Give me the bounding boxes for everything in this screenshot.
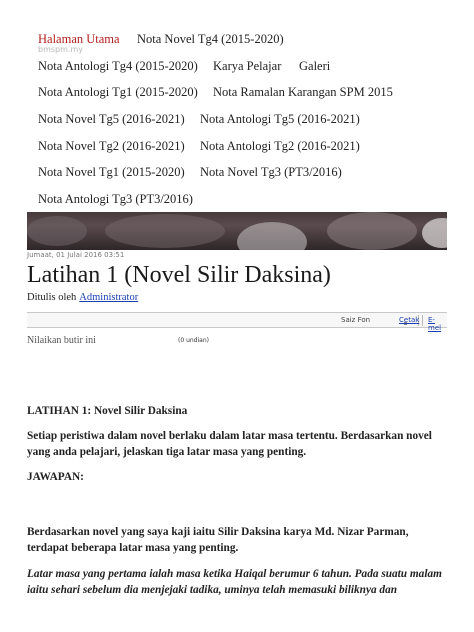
answer-intro: Berdasarkan novel yang saya kaji iaitu Silir Daksina karya Md. Nizar Parman, terdapat beberapa latar masa yang penting. [27, 526, 409, 554]
print-link[interactable]: Cetak [399, 316, 420, 324]
site-watermark: bmspm.my [38, 45, 83, 54]
nav-item-nota-novel-tg3[interactable]: Nota Novel Tg3 (PT3/2016) [200, 165, 342, 179]
top-navigation [0, 0, 474, 218]
banner-figure [237, 222, 307, 250]
banner-figure [105, 214, 225, 248]
nav-item-halaman-utama[interactable]: Halaman Utama [38, 32, 120, 46]
toolbar-divider [422, 315, 423, 326]
banner-figure [327, 212, 417, 250]
nav-item-nota-novel-tg5[interactable]: Nota Novel Tg5 (2016-2021) [38, 112, 185, 126]
nav-item-nota-novel-tg1[interactable]: Nota Novel Tg1 (2015-2020) [38, 165, 185, 179]
nav-item-galeri[interactable]: Galeri [299, 59, 331, 73]
nav-item-nota-antologi-tg2[interactable]: Nota Antologi Tg2 (2016-2021) [200, 139, 360, 153]
answer-point-1: Latar masa yang pertama ialah masa ketika Haiqal berumur 6 tahun. Pada suatu malam iaitu sehari sebelum dia menjejaki tadika, uminya telah memasuki biliknya dan [27, 568, 442, 596]
nav-item-nota-ramalan-karangan[interactable]: Nota Ramalan Karangan SPM 2015 [213, 85, 393, 99]
rating-count: (0 undian) [178, 337, 209, 344]
email-link[interactable]: E-mel [428, 316, 442, 332]
banner-figure [422, 218, 447, 248]
author-link[interactable]: Administrator [79, 292, 139, 303]
nav-item-nota-antologi-tg1[interactable]: Nota Antologi Tg1 (2015-2020) [38, 85, 198, 99]
header-banner-image [27, 212, 447, 250]
nav-item-nota-antologi-tg4[interactable]: Nota Antologi Tg4 (2015-2020) [38, 59, 198, 73]
rating-label: Nilaikan butir ini [27, 335, 96, 346]
nav-item-nota-novel-tg4[interactable]: Nota Novel Tg4 (2015-2020) [137, 32, 284, 46]
nav-item-nota-novel-tg2[interactable]: Nota Novel Tg2 (2016-2021) [38, 139, 185, 153]
nav-item-nota-antologi-tg5[interactable]: Nota Antologi Tg5 (2016-2021) [200, 112, 360, 126]
article-byline [27, 292, 138, 303]
article-toolbar [27, 312, 447, 332]
nav-item-karya-pelajar[interactable]: Karya Pelajar [213, 59, 282, 73]
exercise-heading: LATIHAN 1: Novel Silir Daksina [27, 405, 188, 417]
exercise-question: Setiap peristiwa dalam novel berlaku dalam latar masa tertentu. Berdasarkan novel yang anda pelajari, jelaskan tiga latar masa yang penting. [27, 430, 432, 458]
banner-figure [27, 216, 87, 246]
article-title: Latihan 1 (Novel Silir Daksina) [27, 262, 331, 288]
byline-prefix: Ditulis oleh [27, 292, 77, 303]
nav-item-nota-antologi-tg3[interactable]: Nota Antologi Tg3 (PT3/2016) [38, 192, 193, 206]
article-date: Jumaat, 01 Julai 2016 03:51 [27, 251, 125, 259]
font-size-label: Saiz Fon [341, 316, 371, 324]
answer-label: JAWAPAN: [27, 471, 84, 483]
